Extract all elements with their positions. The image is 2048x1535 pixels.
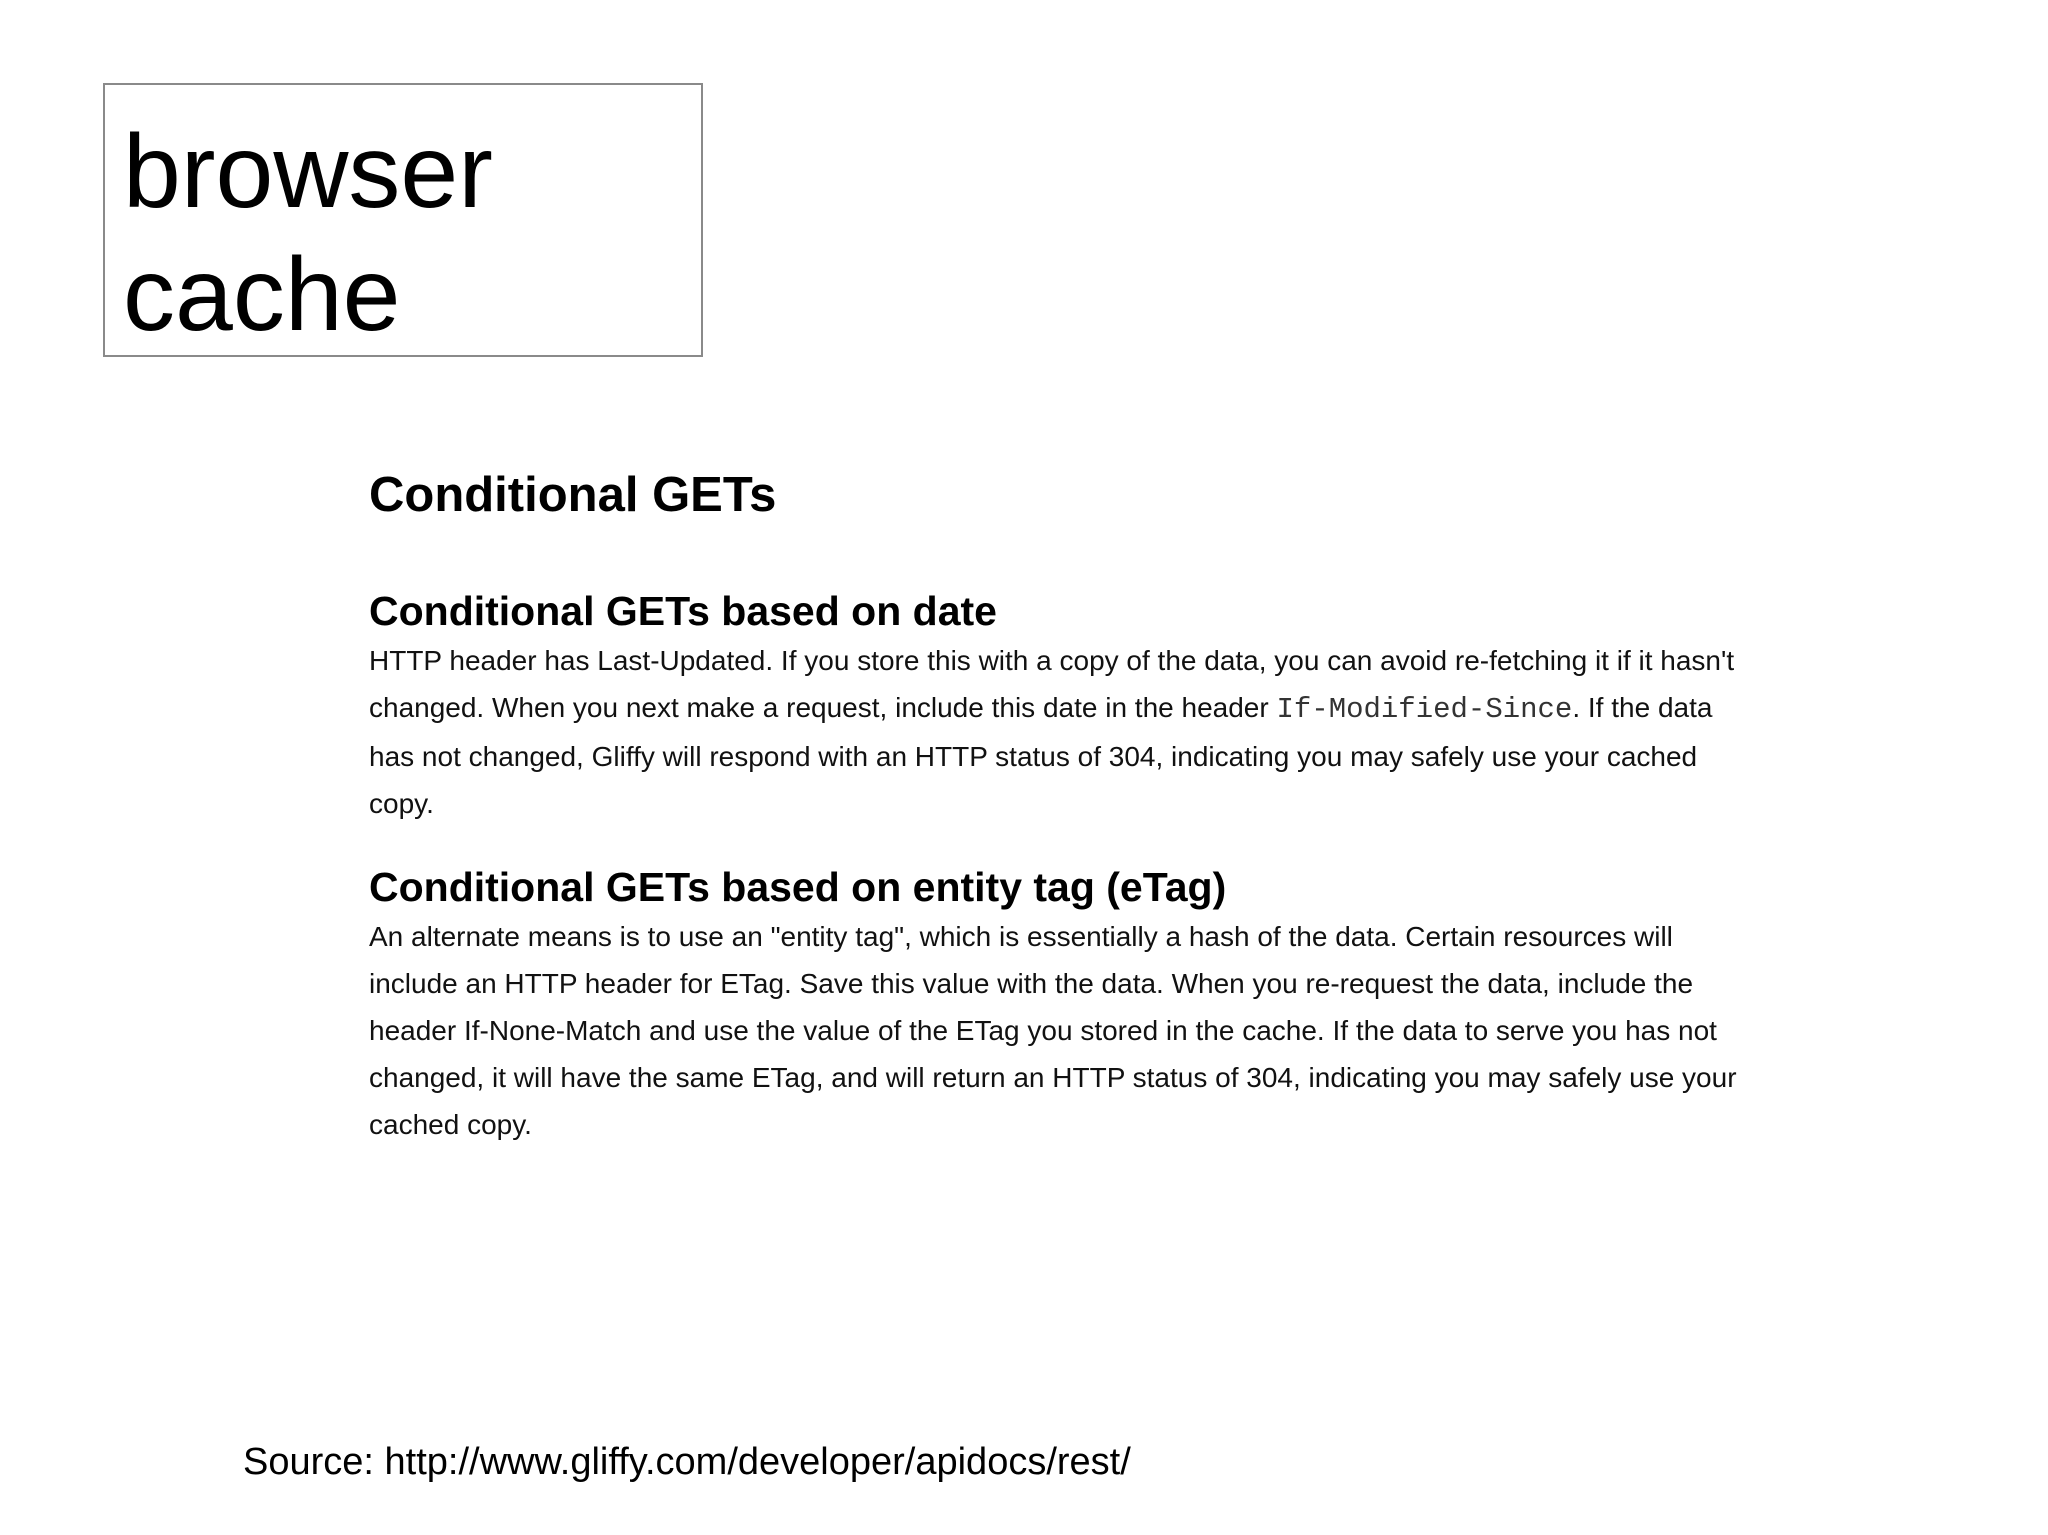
section-heading-etag: Conditional GETs based on entity tag (eTag) bbox=[369, 864, 1227, 910]
code-if-modified-since: If-Modified-Since bbox=[1276, 693, 1573, 726]
section-paragraph-date bbox=[369, 637, 1739, 827]
content-area bbox=[369, 460, 1739, 1148]
paragraph-text-after-code: . If the data has not changed, Gliffy will respond with an HTTP status of 304, indicating you may safely use your cached copy. bbox=[369, 692, 1713, 819]
section-etag bbox=[369, 861, 1739, 1148]
section-date bbox=[369, 585, 1739, 827]
slide-title: browser cache bbox=[123, 114, 493, 353]
source-citation: Source: http://www.gliffy.com/developer/apidocs/rest/ bbox=[243, 1441, 1131, 1483]
paragraph-text-before-code: HTTP header has Last-Updated. If you store this with a copy of the data, you can avoid re-fetching it if it hasn't changed. When you next make a request, include this date in the header bbox=[369, 645, 1735, 723]
section-heading-date: Conditional GETs based on date bbox=[369, 588, 997, 634]
title-box bbox=[103, 83, 703, 357]
section-paragraph-etag: An alternate means is to use an "entity tag", which is essentially a hash of the data. Certain resources will include an HTTP header for ETag. Save this value with the data. When you re-request the data, include the header If-None-Match and use the value of the ETag you stored in the cache. If the data to serve you has not changed, it will have the same ETag, and will return an HTTP status of 304, indicating you may safely use your cached copy. bbox=[369, 921, 1737, 1140]
main-heading: Conditional GETs bbox=[369, 468, 777, 522]
